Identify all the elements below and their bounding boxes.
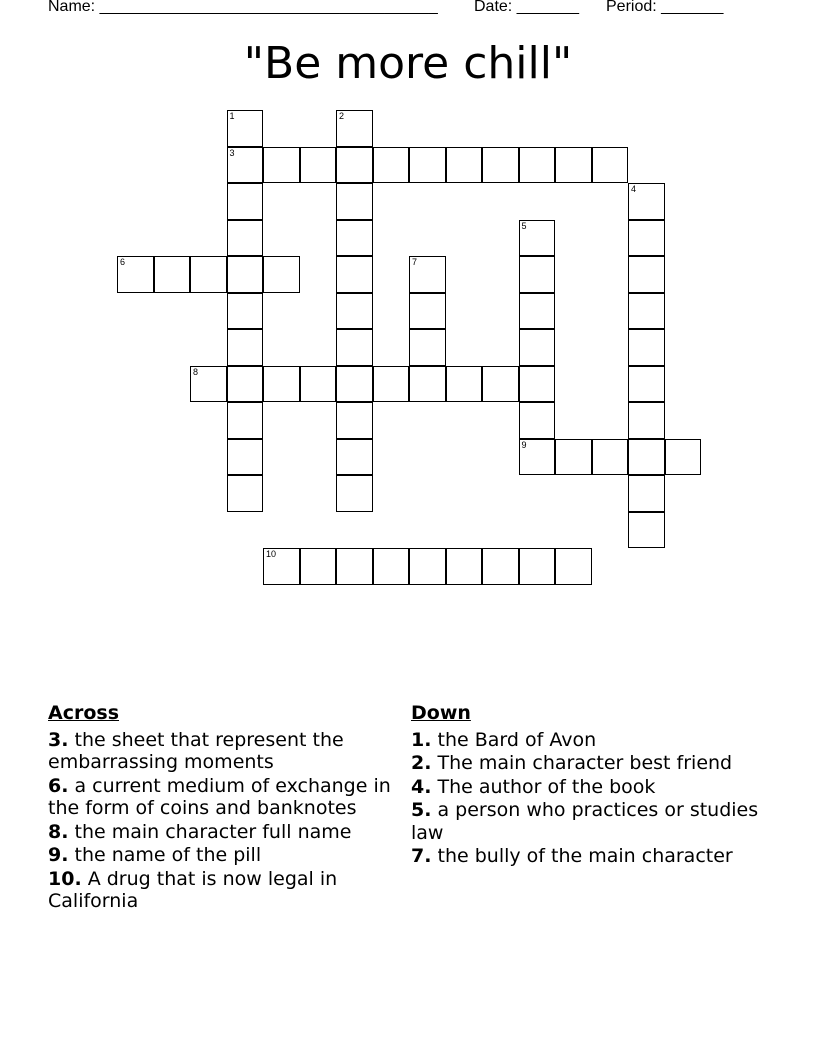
clue-text: the bully of the main character (431, 845, 733, 867)
grid-cell[interactable] (336, 329, 373, 366)
down-clue (411, 729, 766, 752)
clue-number: 4 (631, 184, 637, 194)
clue-number-label: 5. (411, 799, 432, 821)
clue-number: 5 (521, 220, 527, 231)
grid-cell[interactable] (519, 402, 556, 439)
grid-cell[interactable] (482, 366, 519, 403)
across-clue (48, 775, 403, 820)
grid-cell[interactable] (300, 147, 337, 184)
grid-cell[interactable] (519, 366, 556, 403)
clue-number-label: 9. (48, 844, 69, 866)
grid-cell[interactable] (227, 256, 264, 293)
grid-cell[interactable] (482, 147, 519, 184)
clue-number-label: 3. (48, 728, 69, 751)
grid-cell[interactable] (519, 329, 556, 366)
down-clue (411, 845, 766, 868)
grid-cell[interactable] (336, 183, 373, 220)
clue-number-label: 1. (411, 728, 432, 751)
clue-text: the main character full name (68, 820, 352, 843)
grid-cell[interactable] (227, 439, 264, 476)
grid-cell[interactable] (446, 548, 483, 585)
clue-number: 3 (229, 147, 235, 158)
grid-cell[interactable] (154, 256, 191, 293)
grid-cell[interactable] (446, 366, 483, 403)
grid-cell[interactable] (336, 147, 373, 184)
grid-cell[interactable] (227, 329, 264, 366)
across-clues (48, 702, 403, 914)
grid-cell[interactable] (555, 147, 592, 184)
clue-number-label: 4. (411, 775, 432, 798)
grid-cell[interactable] (336, 439, 373, 476)
grid-cell[interactable] (519, 147, 556, 184)
grid-cell[interactable] (665, 439, 702, 476)
grid-cell[interactable] (227, 475, 264, 512)
clue-number: 2 (339, 111, 345, 121)
clue-number: 10 (266, 549, 277, 559)
puzzle-title: "Be more chill" (243, 38, 573, 89)
grid-cell[interactable] (190, 256, 227, 293)
down-clues (411, 702, 766, 869)
grid-cell[interactable] (592, 439, 629, 476)
grid-cell[interactable] (519, 220, 556, 257)
clue-number: 9 (521, 439, 527, 450)
clue-text: The author of the book (431, 775, 656, 798)
across-clue-list (48, 729, 403, 913)
grid-cell[interactable] (227, 183, 264, 220)
across-clue (48, 868, 403, 913)
grid-cell[interactable] (336, 256, 373, 293)
grid-cell[interactable] (336, 402, 373, 439)
grid-cell[interactable] (227, 147, 264, 184)
grid-cell[interactable] (409, 548, 446, 585)
grid-cell[interactable] (373, 147, 410, 184)
name-field-label: Name: ______________________________________ (48, 0, 438, 15)
clue-text: the Bard of Avon (431, 728, 597, 751)
grid-cell[interactable] (117, 256, 154, 293)
grid-cell[interactable] (628, 256, 665, 293)
grid-cell[interactable] (409, 366, 446, 403)
date-field-label: Date: _______ (474, 0, 579, 15)
grid-cell[interactable] (409, 147, 446, 184)
across-heading: Across (48, 702, 120, 724)
clue-text: the name of the pill (68, 844, 262, 866)
down-clue (411, 776, 766, 799)
down-clue (411, 799, 766, 844)
clue-text: the sheet that represent the embarrassing moments (48, 728, 344, 773)
grid-cell[interactable] (300, 548, 337, 585)
grid-cell[interactable] (519, 548, 556, 585)
clue-number-label: 7. (411, 845, 432, 867)
clue-number: 8 (193, 366, 199, 377)
down-heading: Down (411, 702, 471, 724)
clue-number-label: 8. (48, 820, 69, 843)
grid-cell[interactable] (519, 256, 556, 293)
grid-cell[interactable] (263, 548, 300, 585)
grid-cell[interactable] (409, 293, 446, 330)
grid-cell[interactable] (336, 293, 373, 330)
grid-cell[interactable] (628, 402, 665, 439)
clue-text: a person who practices or studies law (411, 799, 759, 844)
grid-cell[interactable] (263, 147, 300, 184)
grid-cell[interactable] (628, 293, 665, 330)
grid-cell[interactable] (628, 329, 665, 366)
down-clue-list (411, 729, 766, 868)
grid-cell[interactable] (336, 475, 373, 512)
grid-cell[interactable] (373, 548, 410, 585)
grid-cell[interactable] (227, 402, 264, 439)
grid-cell[interactable] (628, 366, 665, 403)
grid-cell[interactable] (409, 329, 446, 366)
grid-cell[interactable] (227, 110, 264, 147)
grid-cell[interactable] (263, 256, 300, 293)
clue-number: 7 (412, 257, 418, 267)
grid-cell[interactable] (628, 183, 665, 220)
grid-cell[interactable] (336, 366, 373, 403)
grid-cell[interactable] (592, 147, 629, 184)
across-clue (48, 729, 403, 774)
grid-cell[interactable] (190, 366, 227, 403)
grid-cell[interactable] (482, 548, 519, 585)
grid-cell[interactable] (373, 366, 410, 403)
clue-text: a current medium of exchange in the form of coins and banknotes (48, 774, 391, 819)
grid-cell[interactable] (336, 220, 373, 257)
grid-cell[interactable] (227, 366, 264, 403)
grid-cell[interactable] (336, 110, 373, 147)
grid-cell[interactable] (519, 293, 556, 330)
grid-cell[interactable] (519, 439, 556, 476)
grid-cell[interactable] (628, 512, 665, 549)
clue-number-label: 10. (48, 867, 82, 890)
down-clue (411, 752, 766, 775)
across-clue (48, 844, 403, 867)
grid-cell[interactable] (409, 256, 446, 293)
grid-cell[interactable] (555, 439, 592, 476)
grid-cell[interactable] (227, 220, 264, 257)
grid-cell[interactable] (628, 439, 665, 476)
period-field-label: Period: _______ (606, 0, 724, 15)
clue-number-label: 6. (48, 774, 69, 797)
grid-cell[interactable] (300, 366, 337, 403)
clue-number: 1 (229, 111, 235, 121)
grid-cell[interactable] (446, 147, 483, 184)
grid-cell[interactable] (336, 548, 373, 585)
clue-text: The main character best friend (431, 752, 733, 774)
grid-cell[interactable] (263, 366, 300, 403)
grid-cell[interactable] (628, 220, 665, 257)
clue-number: 6 (120, 257, 126, 267)
across-clue (48, 821, 403, 844)
clue-number-label: 2. (411, 752, 432, 774)
grid-cell[interactable] (628, 475, 665, 512)
grid-cell[interactable] (227, 293, 264, 330)
grid-cell[interactable] (555, 548, 592, 585)
clue-text: A drug that is now legal in California (48, 867, 338, 912)
